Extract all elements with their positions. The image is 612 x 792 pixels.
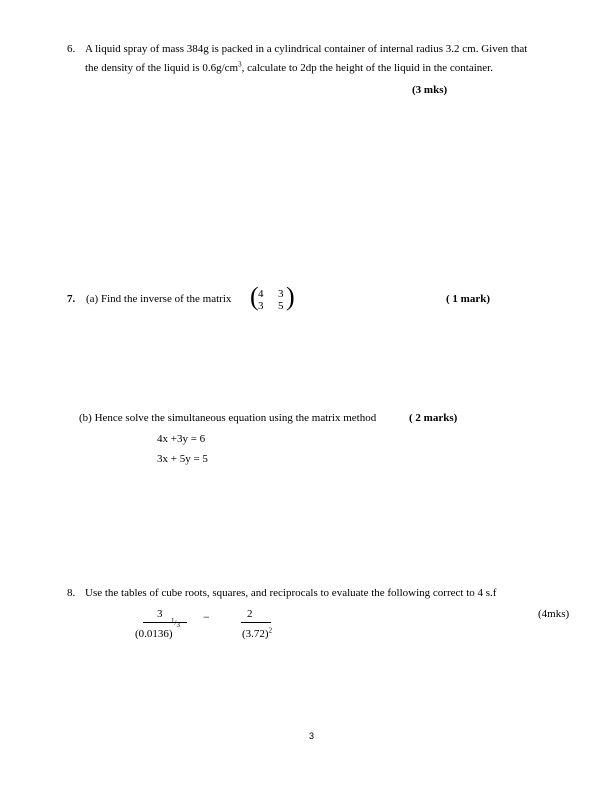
frac1-exp-num: 1 — [171, 617, 175, 625]
frac1-bar — [143, 622, 187, 623]
q6-marks: (3 mks) — [412, 84, 448, 96]
q7-matrix — [250, 282, 295, 313]
q7-eq1: 4x +3y = 6 — [157, 433, 206, 445]
q6-number: 6. — [67, 43, 76, 55]
frac2-den-base: (3.72) — [242, 628, 269, 640]
q7-part-b-marks: ( 2 marks) — [409, 412, 458, 424]
matrix-c: 3 — [258, 300, 264, 312]
q6-line1: A liquid spray of mass 384g is packed in a cylindrical container of internal radius 3.2 cm. Given that — [85, 43, 528, 55]
q8-marks: (4mks) — [538, 608, 570, 620]
q6-line2-sup: 3 — [238, 60, 242, 69]
matrix-b: 3 — [278, 288, 284, 300]
q7-part-b-text: (b) Hence solve the simultaneous equation using the matrix method — [79, 412, 377, 424]
q8-number: 8. — [67, 587, 76, 599]
minus-operator: − — [203, 610, 210, 624]
q7-number: 7. — [67, 293, 76, 305]
matrix-d: 5 — [278, 300, 284, 312]
page-number: 3 — [309, 731, 315, 741]
q7-part-a-marks: ( 1 mark) — [446, 293, 490, 305]
frac2-bar — [241, 622, 271, 623]
q7-part-a-text: (a) Find the inverse of the matrix — [86, 293, 232, 305]
frac2-exp: 2 — [268, 626, 273, 635]
matrix-a: 4 — [258, 288, 264, 300]
matrix-right-paren: ) — [286, 282, 295, 311]
frac1-exp-den: 3 — [176, 621, 180, 629]
q6-line2 — [85, 62, 493, 74]
frac2-denominator — [242, 628, 272, 640]
frac2-numerator: 2 — [247, 608, 253, 620]
q6-line2-pre: the density of the liquid is 0.6g/cm — [85, 62, 239, 74]
frac1-denominator: (0.0136) — [135, 628, 173, 640]
q6-line2-post: , calculate to 2dp the height of the liquid in the container. — [241, 62, 493, 74]
frac1-numerator: 3 — [157, 608, 163, 620]
q8-text: Use the tables of cube roots, squares, and reciprocals to evaluate the following correct to 4 s.f — [85, 587, 497, 599]
frac1-exponent: 1/3 — [171, 617, 180, 629]
matrix-left-paren: ( — [250, 282, 259, 311]
q7-eq2: 3x + 5y = 5 — [157, 453, 208, 465]
